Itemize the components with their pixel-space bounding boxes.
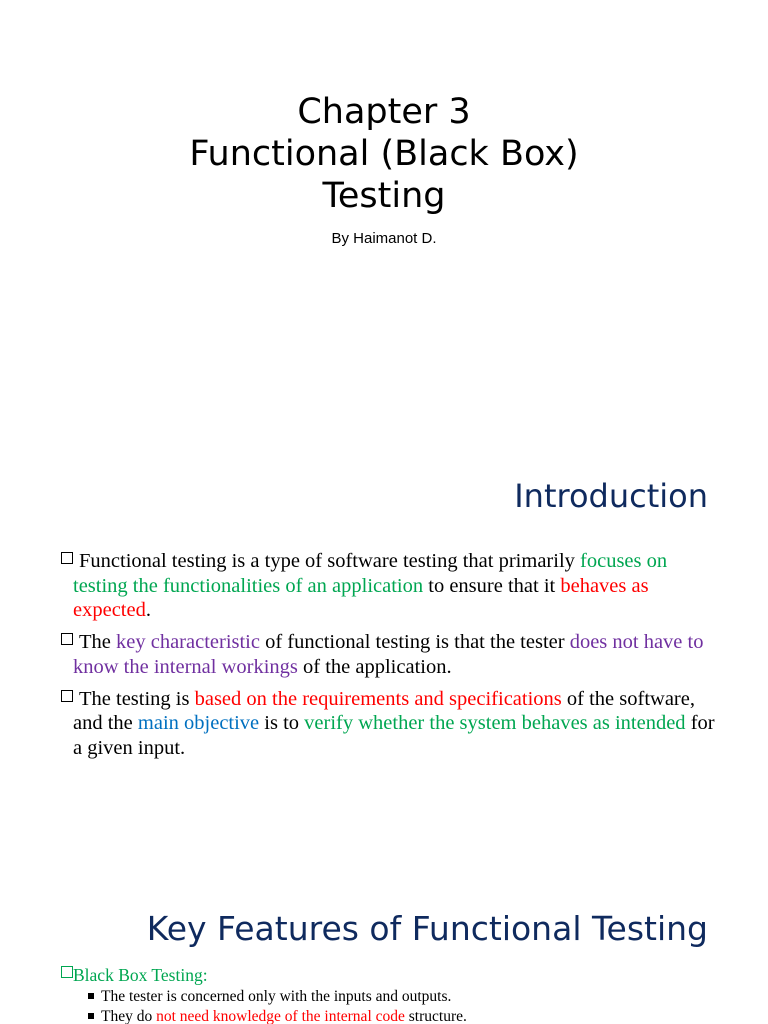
feature-item-1 (88, 987, 720, 1007)
feature-item-2 (88, 1007, 720, 1024)
introduction-bullet-list (60, 549, 715, 768)
intro-bullet-2-seg-4: does not have to know the internal workings (73, 631, 704, 678)
feature-item-2-seg-3: structure. (404, 1008, 467, 1024)
intro-bullet-2-seg-1: The (79, 631, 116, 653)
intro-bullet-3 (60, 687, 715, 761)
intro-bullet-1-seg-5: . (145, 599, 151, 621)
intro-bullet-2-seg-2: key characteristic (116, 631, 260, 653)
hollow-shadow-square-icon (60, 551, 77, 568)
key-features-heading: Key Features of Functional Testing (146, 909, 708, 948)
hollow-shadow-square-icon (60, 632, 77, 649)
filled-square-icon (88, 993, 94, 999)
black-box-feature-list (60, 987, 720, 1024)
intro-bullet-1-seg-4: behaves as expected (73, 574, 649, 621)
hollow-shadow-square-icon (60, 965, 77, 982)
intro-bullet-3-seg-3: of the software, and the (73, 687, 695, 734)
feature-item-2-seg-1: They do (101, 1008, 157, 1024)
intro-bullet-3-seg-4: main objective (137, 712, 260, 734)
introduction-heading: Introduction (514, 477, 708, 515)
intro-bullet-3-seg-1: The testing is (79, 687, 195, 710)
intro-bullet-2-seg-3: of functional testing is that the tester (259, 631, 570, 653)
intro-bullet-2 (60, 630, 715, 679)
black-box-testing-label: Black Box Testing: (73, 965, 208, 985)
title-line-2: Functional (Black Box) (189, 134, 579, 174)
key-features-block (60, 964, 720, 1024)
black-box-testing-subheading (60, 964, 720, 986)
intro-bullet-2-seg-5: of the application. (297, 655, 452, 678)
title-line-1: Chapter 3 (297, 92, 471, 132)
intro-bullet-3-seg-6: verify whether the system behaves as intended (304, 712, 686, 734)
intro-bullet-1-seg-2: focuses on testing the functionalities of an application (73, 550, 668, 597)
intro-bullet-1-seg-1: Functional testing is a type of software testing that primarily (79, 550, 581, 572)
feature-item-1-seg-1: The tester is concerned only with the inputs and outputs. (101, 988, 452, 1005)
intro-bullet-3-seg-5: is to (259, 712, 305, 734)
slide-title (0, 91, 768, 217)
title-line-3: Testing (322, 176, 446, 216)
filled-square-icon (88, 1013, 94, 1019)
intro-bullet-3-seg-7: for a given input. (73, 712, 715, 759)
intro-bullet-1-seg-3: to ensure that it (423, 574, 561, 597)
hollow-shadow-square-icon (60, 689, 77, 706)
author-byline: By Haimanot D. (331, 230, 437, 247)
intro-bullet-1 (60, 549, 715, 623)
intro-bullet-3-seg-2: based on the requirements and specifications (194, 687, 562, 710)
feature-item-2-seg-2: not need knowledge of the internal code (156, 1008, 405, 1024)
